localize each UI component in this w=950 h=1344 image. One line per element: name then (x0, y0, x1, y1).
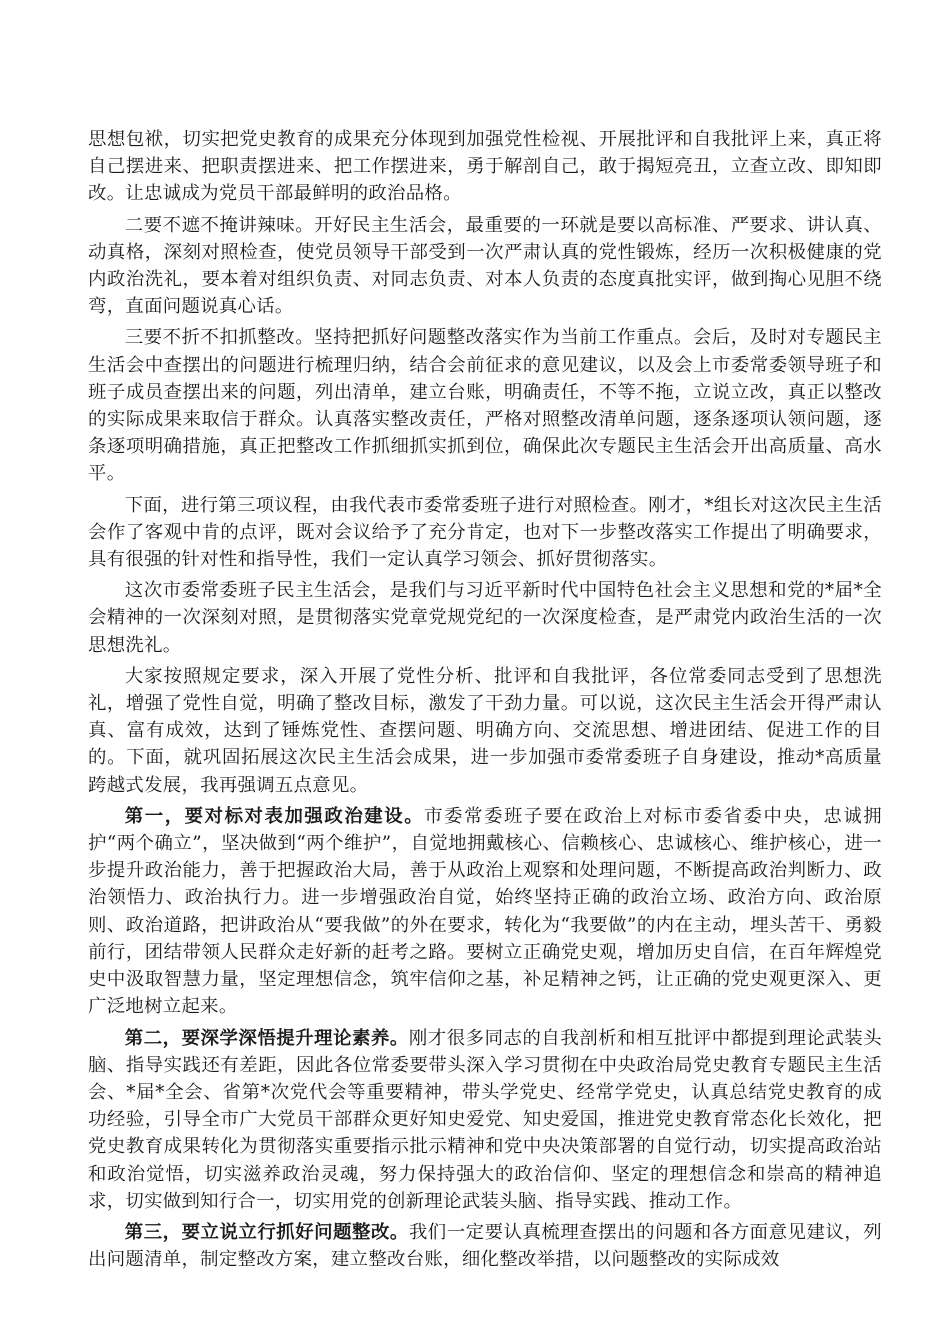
paragraph-7 (88, 803, 882, 1021)
paragraph-lead: 第三，要立说立行抓好问题整改。 (124, 1221, 409, 1243)
paragraph-text: 大家按照规定要求，深入开展了党性分析、批评和自我批评，各位常委同志受到了思想洗礼，增强了党性自觉，明确了整改目标，激发了干劲力量。可以说，这次民主生活会开得严肃认真、富有成效，达到了锤炼党性、查摆问题、明确方向、交流思想、增进团结、促进工作的目的。下面，就巩固拓展这次民主生活会成果，进一步加强市委常委班子自身建设，推动*高质量跨越式发展，我再强调五点意见。 (88, 665, 882, 796)
paragraph-4 (88, 492, 882, 574)
paragraph-text: 市委常委班子要在政治上对标市委省委中央，忠诚拥护“两个确立”，坚决做到“两个维护”，自觉地拥戴核心、信赖核心、忠诚核心、维护核心，进一步提升政治能力，善于把握政治大局，善于从政治上观察和处理问题，不断提高政治判断力、政治领悟力、政治执行力。进一步增强政治自觉，始终坚持正确的政治立场、政治方向、政治原则、政治道路，把讲政治从“要我做”的外在要求，转化为“我要做”的内在主动，埋头苦干、勇毅前行，团结带领人民群众走好新的赶考之路。要树立正确党史观，增加历史自信，在百年辉煌党史中汲取智慧力量，坚定理想信念，筑牢信仰之基，补足精神之钙，让正确的党史观更深入、更广泛地树立起来。 (88, 805, 882, 1018)
paragraph-text: 刚才很多同志的自我剖析和相互批评中都提到理论武装头脑、指导实践还有差距，因此各位常委要带头深入学习贯彻在中央政治局党史教育专题民主生活会、*届*全会、省第*次党代会等重要精神，带头学党史、经常学党史，认真总结党史教育的成功经验，引导全市广大党员干部群众更好知史爱党、知史爱国，推进党史教育常态化长效化，把党史教育成果转化为贯彻落实重要指示批示精神和党中央决策部署的自觉行动，切实提高政治站和政治觉悟，切实滋养政治灵魂，努力保持强大的政治信仰、坚定的理想信念和崇高的精神追求，切实做到知行合一，切实用党的创新理论武装头脑、指导实践、推动工作。 (88, 1027, 882, 1212)
paragraph-text: 三要不折不扣抓整改。坚持把抓好问题整改落实作为当前工作重点。会后，及时对专题民主生活会中查摆出的问题进行梳理归纳，结合会前征求的意见建议，以及会上市委常委领导班子和班子成员查摆出来的问题，列出清单，建立台账，明确责任，不等不拖，立说立改，真正以整改的实际成果来取信于群众。认真落实整改责任，严格对照整改清单问题，逐条逐项认领问题，逐条逐项明确措施，真正把整改工作抓细抓实抓到位，确保此次专题民主生活会开出高质量、高水平。 (88, 327, 882, 485)
paragraph-lead: 第二，要深学深悟提升理论素养。 (124, 1027, 409, 1049)
paragraph-2 (88, 212, 882, 321)
paragraph-text: 思想包袱，切实把党史教育的成果充分体现到加强党性检视、开展批评和自我批评上来，真正将自己摆进来、把职责摆进来、把工作摆进来，勇于解剖自己，敢于揭短亮丑，立查立改、即知即改。让忠诚成为党员干部最鲜明的政治品格。 (88, 129, 882, 205)
paragraph-3 (88, 324, 882, 487)
paragraph-text: 我们一定要认真梳理查摆出的问题和各方面意见建议，列出问题清单，制定整改方案，建立整改台账，细化整改举措，以问题整改的实际成效 (88, 1221, 882, 1271)
paragraph-lead: 第一，要对标对表加强政治建设。 (124, 805, 425, 827)
paragraph-5 (88, 577, 882, 659)
paragraph-6 (88, 663, 882, 799)
paragraph-8 (88, 1025, 882, 1215)
paragraph-1 (88, 126, 882, 208)
paragraph-9 (88, 1219, 882, 1273)
paragraph-text: 这次市委常委班子民主生活会，是我们与习近平新时代中国特色社会主义思想和党的*届*全会精神的一次深刻对照，是贯彻落实党章党规党纪的一次深度检查，是严肃党内政治生活的一次思想洗礼。 (88, 580, 882, 656)
document-page (88, 126, 882, 1277)
paragraph-text: 二要不遮不掩讲辣味。开好民主生活会，最重要的一环就是要以高标准、严要求、讲认真、动真格，深刻对照检查，使党员领导干部受到一次严肃认真的党性锻炼，经历一次积极健康的党内政治洗礼，要本着对组织负责、对同志负责、对本人负责的态度真批实评，做到掏心见胆不绕弯，直面问题说真心话。 (88, 214, 882, 318)
paragraph-text: 下面，进行第三项议程，由我代表市委常委班子进行对照检查。刚才，*组长对这次民主生活会作了客观中肯的点评，既对会议给予了充分肯定，也对下一步整改落实工作提出了明确要求，具有很强的针对性和指导性，我们一定认真学习领会、抓好贯彻落实。 (88, 494, 882, 571)
